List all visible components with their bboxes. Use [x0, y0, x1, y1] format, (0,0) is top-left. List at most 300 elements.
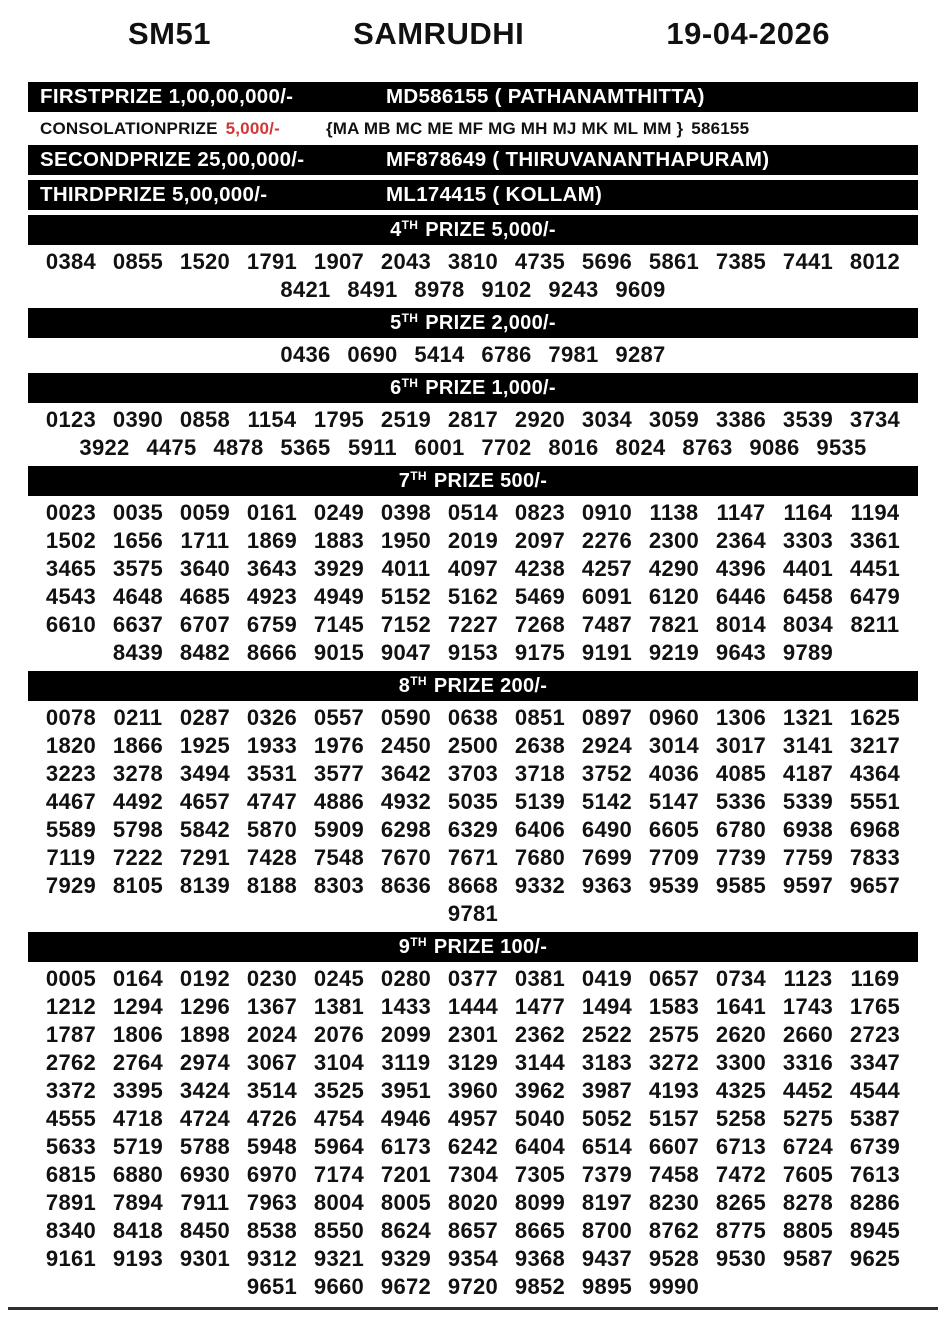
prize-section-4th [0, 215, 946, 304]
prize-number: 3129 [447, 1050, 499, 1075]
prize-number: 3929 [313, 556, 365, 581]
prize-number: 1138 [649, 500, 699, 525]
prize-number: 0419 [581, 966, 633, 991]
prize-number: 3361 [849, 528, 901, 553]
prize-number: 2450 [380, 733, 432, 758]
prize-number: 4724 [179, 1106, 231, 1131]
prize-number: 1743 [782, 994, 834, 1019]
prize-number: 7821 [648, 612, 700, 637]
prize-number: 9657 [849, 873, 901, 898]
prize-ordinal-suffix: TH [410, 935, 427, 949]
prize-number: 3014 [648, 733, 700, 758]
prize-number: 0123 [45, 407, 97, 432]
prize-number: 7911 [180, 1190, 230, 1215]
prize-number: 7222 [112, 845, 164, 870]
prize-section-5th [0, 308, 946, 369]
prize-number: 9672 [380, 1274, 432, 1299]
prize-number: 2817 [447, 407, 499, 432]
prize-number: 7680 [514, 845, 566, 870]
prize-number: 7605 [782, 1162, 834, 1187]
prize-number: 6406 [514, 817, 566, 842]
prize-number-row [0, 704, 946, 732]
prize-number: 0035 [112, 500, 164, 525]
prize-number: 0059 [179, 500, 231, 525]
prize-number: 2620 [715, 1022, 767, 1047]
prize-number: 4290 [648, 556, 700, 581]
prize-number: 1625 [849, 705, 901, 730]
prize-number: 4467 [45, 789, 97, 814]
page-header [0, 0, 946, 52]
prize-number: 3300 [715, 1050, 767, 1075]
prize-number: 5052 [581, 1106, 633, 1131]
prize-number: 6759 [246, 612, 298, 637]
prize-title-text: PRIZE 5,000/- [425, 218, 556, 241]
draw-code: SM51 [128, 16, 211, 51]
prize-number: 5948 [246, 1134, 298, 1159]
prize-number: 7428 [246, 845, 298, 870]
prize-number: 7981 [548, 342, 599, 367]
prize-number: 9587 [782, 1246, 834, 1271]
prize-number: 5696 [581, 249, 633, 274]
prize-number: 9625 [849, 1246, 901, 1271]
prize-number: 8016 [548, 435, 599, 460]
prize-number: 8278 [782, 1190, 834, 1215]
prize-ordinal-suffix: TH [401, 218, 419, 232]
first-prize-title: FIRSTPRIZE [40, 85, 163, 108]
prize-number: 3810 [447, 249, 499, 274]
prize-number: 9585 [715, 873, 767, 898]
prize-number: 8014 [715, 612, 767, 637]
prize-number: 1898 [179, 1022, 231, 1047]
prize-ordinal: 7 [398, 469, 411, 492]
prize-number: 0557 [313, 705, 365, 730]
prize-number: 4451 [849, 556, 901, 581]
prize-number-row [0, 341, 946, 369]
prize-number: 5147 [648, 789, 700, 814]
prize-number: 0384 [45, 249, 97, 274]
prize-number: 8188 [246, 873, 298, 898]
prize-number: 4735 [514, 249, 566, 274]
prize-number: 9015 [313, 640, 365, 665]
prize-ordinal-suffix: TH [401, 376, 419, 390]
prize-number: 2924 [581, 733, 633, 758]
prize-number: 3034 [581, 407, 633, 432]
second-prize-title: SECONDPRIZE [40, 148, 192, 171]
prize-number: 9363 [581, 873, 633, 898]
prize-number: 4747 [246, 789, 298, 814]
prize-number: 0381 [514, 966, 566, 991]
prize-number: 8024 [615, 435, 666, 460]
prize-number-row [0, 872, 946, 900]
second-prize-label [40, 148, 386, 172]
prize-number: 3119 [381, 1050, 431, 1075]
prize-number: 0638 [447, 705, 499, 730]
prize-number: 7891 [45, 1190, 97, 1215]
third-prize-label [40, 183, 386, 207]
prize-number: 3752 [581, 761, 633, 786]
prize-number: 6329 [447, 817, 499, 842]
prize-number: 5336 [715, 789, 767, 814]
prize-number: 0287 [179, 705, 231, 730]
prize-section-8th [0, 671, 946, 928]
prize-number: 6815 [45, 1162, 97, 1187]
prize-number: 9161 [45, 1246, 97, 1271]
prize-number: 8978 [414, 277, 465, 302]
prize-number: 4396 [715, 556, 767, 581]
prize-number: 6605 [648, 817, 700, 842]
draw-date: 19-04-2026 [666, 16, 830, 51]
prize-number: 2575 [648, 1022, 700, 1047]
prize-number: 8139 [179, 873, 231, 898]
prize-number: 8286 [849, 1190, 901, 1215]
prize-number: 0326 [246, 705, 298, 730]
prize-number: 8945 [849, 1218, 901, 1243]
prize-number: 8491 [347, 277, 398, 302]
first-prize-bar [28, 82, 918, 112]
prize-number: 0078 [45, 705, 97, 730]
prize-number: 5911 [348, 435, 397, 460]
prize-number: 0657 [648, 966, 700, 991]
prize-number: 9354 [447, 1246, 499, 1271]
prize-number: 3922 [79, 435, 130, 460]
prize-number: 5152 [380, 584, 432, 609]
prize-number: 5365 [280, 435, 331, 460]
third-prize-ticket: ML174415 ( KOLLAM) [386, 183, 603, 206]
prize-number: 4364 [849, 761, 901, 786]
prize-number: 5870 [246, 817, 298, 842]
prize-number-row [0, 1021, 946, 1049]
prize-number: 7304 [447, 1162, 499, 1187]
prize-title-text: PRIZE 500/- [433, 469, 548, 492]
prize-number-row [0, 788, 946, 816]
prize-number: 5964 [313, 1134, 365, 1159]
prize-number-row [0, 1161, 946, 1189]
prize-number: 1583 [648, 994, 700, 1019]
prize-number: 9368 [514, 1246, 566, 1271]
prize-number: 0390 [112, 407, 164, 432]
prize-number: 0851 [514, 705, 566, 730]
prize-number: 6298 [380, 817, 432, 842]
prize-sections [0, 215, 946, 1301]
prize-number: 0249 [313, 500, 365, 525]
prize-number: 9660 [313, 1274, 365, 1299]
prize-number: 0910 [581, 500, 633, 525]
prize-number: 4544 [849, 1078, 901, 1103]
prize-number: 0855 [112, 249, 164, 274]
prize-number: 5040 [514, 1106, 566, 1131]
prize-number: 1933 [246, 733, 298, 758]
prize-number: 7268 [514, 612, 566, 637]
prize-number: 1795 [313, 407, 365, 432]
prize-number: 6479 [849, 584, 901, 609]
prize-number: 7152 [380, 612, 432, 637]
prize-ordinal: 8 [398, 674, 411, 697]
prize-number: 9191 [581, 640, 633, 665]
prize-title-text: PRIZE 1,000/- [425, 376, 556, 399]
prize-number: 8450 [179, 1218, 231, 1243]
prize-title-text: PRIZE 2,000/- [425, 311, 556, 334]
prize-section-6th [0, 373, 946, 462]
prize-number: 1367 [246, 994, 298, 1019]
prize-number: 4085 [715, 761, 767, 786]
prize-number: 0960 [648, 705, 700, 730]
prize-number: 2097 [514, 528, 566, 553]
prize-section-7th [0, 466, 946, 667]
second-prize-ticket: MF878649 ( THIRUVANANTHAPURAM) [386, 148, 770, 171]
prize-number: 0734 [715, 966, 767, 991]
prize-section-title [28, 215, 918, 245]
prize-number: 7759 [782, 845, 834, 870]
prize-number: 9643 [715, 640, 767, 665]
prize-number: 4932 [380, 789, 432, 814]
prize-number: 3424 [179, 1078, 231, 1103]
prize-section-title [28, 308, 918, 338]
prize-number: 3059 [648, 407, 700, 432]
prize-number: 4946 [380, 1106, 432, 1131]
prize-number: 1154 [247, 407, 297, 432]
prize-number: 1907 [313, 249, 365, 274]
prize-number: 7613 [849, 1162, 901, 1187]
prize-number: 6091 [581, 584, 633, 609]
prize-number: 4325 [715, 1078, 767, 1103]
prize-number-row [0, 639, 946, 667]
first-prize-ticket: MD586155 ( PATHANAMTHITTA) [386, 85, 705, 108]
prize-number: 5258 [715, 1106, 767, 1131]
prize-number: 5551 [849, 789, 901, 814]
prize-number: 8099 [514, 1190, 566, 1215]
prize-number: 3183 [581, 1050, 633, 1075]
prize-number: 5387 [849, 1106, 901, 1131]
prize-number: 9720 [447, 1274, 499, 1299]
prize-number: 6404 [514, 1134, 566, 1159]
prize-number: 3278 [112, 761, 164, 786]
prize-number: 8666 [246, 640, 298, 665]
prize-number: 7145 [313, 612, 365, 637]
prize-number: 8775 [715, 1218, 767, 1243]
prize-number: 4097 [447, 556, 499, 581]
prize-number: 4886 [313, 789, 365, 814]
prize-number: 1306 [715, 705, 767, 730]
prize-number: 8340 [45, 1218, 97, 1243]
prize-number: 4492 [112, 789, 164, 814]
prize-number: 5414 [414, 342, 465, 367]
prize-number-row [0, 900, 946, 928]
prize-ordinal: 4 [390, 218, 402, 241]
prize-number: 4726 [246, 1106, 298, 1131]
prize-number: 0436 [280, 342, 331, 367]
prize-number: 3951 [380, 1078, 432, 1103]
prize-number: 6780 [715, 817, 767, 842]
prize-number: 2300 [648, 528, 700, 553]
prize-number-row [0, 555, 946, 583]
prize-number: 3640 [179, 556, 231, 581]
prize-number: 7385 [715, 249, 767, 274]
second-prize-bar [28, 145, 918, 175]
prize-number: 6637 [112, 612, 164, 637]
prize-number-row [0, 844, 946, 872]
prize-number: 4657 [179, 789, 231, 814]
prize-number: 5035 [447, 789, 499, 814]
prize-number: 9243 [548, 277, 599, 302]
prize-number: 4555 [45, 1106, 97, 1131]
prize-number: 8004 [313, 1190, 365, 1215]
prize-number: 9329 [380, 1246, 432, 1271]
prize-number: 1502 [45, 528, 97, 553]
prize-number: 9528 [648, 1246, 700, 1271]
prize-number: 1520 [179, 249, 231, 274]
prize-number: 3104 [313, 1050, 365, 1075]
prize-number: 3539 [782, 407, 834, 432]
prize-number: 1147 [716, 500, 766, 525]
prize-number: 3642 [380, 761, 432, 786]
prize-number: 9781 [447, 901, 499, 926]
prize-number: 2364 [715, 528, 767, 553]
prize-number-row [0, 406, 946, 434]
prize-number: 4193 [648, 1078, 700, 1103]
prize-number: 1883 [313, 528, 365, 553]
prize-number: 1169 [850, 966, 900, 991]
prize-number: 4543 [45, 584, 97, 609]
prize-number: 5861 [648, 249, 700, 274]
prize-number: 8762 [648, 1218, 700, 1243]
prize-number: 8636 [380, 873, 432, 898]
prize-number: 6242 [447, 1134, 499, 1159]
prize-number: 3017 [715, 733, 767, 758]
prize-number: 0230 [246, 966, 298, 991]
prize-number: 3960 [447, 1078, 499, 1103]
prize-number: 3217 [849, 733, 901, 758]
prize-number: 1869 [246, 528, 298, 553]
prize-number: 2076 [313, 1022, 365, 1047]
prize-number-row [0, 499, 946, 527]
prize-number: 9789 [782, 640, 834, 665]
prize-number: 9597 [782, 873, 834, 898]
prize-number: 3465 [45, 556, 97, 581]
prize-number: 4648 [112, 584, 164, 609]
prize-number: 1381 [313, 994, 365, 1019]
prize-number: 2974 [179, 1050, 231, 1075]
prize-number: 1194 [850, 500, 900, 525]
prize-number: 4238 [514, 556, 566, 581]
prize-number: 0245 [313, 966, 365, 991]
prize-number: 5719 [112, 1134, 164, 1159]
consolation-amount: 5,000/- [225, 118, 280, 138]
prize-section-title [28, 671, 918, 701]
prize-number: 7119 [46, 845, 96, 870]
prize-number: 8805 [782, 1218, 834, 1243]
prize-number: 2519 [380, 407, 432, 432]
prize-number: 1765 [849, 994, 901, 1019]
prize-number-row [0, 816, 946, 844]
prize-number-row [0, 434, 946, 462]
prize-number-row [0, 248, 946, 276]
prize-number: 1791 [246, 249, 298, 274]
prize-number: 5589 [45, 817, 97, 842]
prize-number: 5162 [447, 584, 499, 609]
prize-number: 8550 [313, 1218, 365, 1243]
third-prize-amount: 5,00,000/- [172, 183, 268, 206]
prize-number: 1806 [112, 1022, 164, 1047]
prize-number-row [0, 1049, 946, 1077]
prize-number: 4878 [213, 435, 264, 460]
prize-number: 1433 [380, 994, 432, 1019]
prize-number: 0514 [447, 500, 499, 525]
prize-number: 7739 [715, 845, 767, 870]
prize-number: 6786 [481, 342, 532, 367]
prize-number: 1711 [180, 528, 230, 553]
prize-number-row [0, 1273, 946, 1301]
prize-number: 0164 [112, 966, 164, 991]
prize-number: 0858 [179, 407, 231, 432]
prize-number: 7291 [179, 845, 231, 870]
prize-number: 6514 [581, 1134, 633, 1159]
prize-number: 5157 [648, 1106, 700, 1131]
first-prize-label [40, 85, 386, 109]
consolation-series: {MA MB MC ME MF MG MH MJ MK ML MM } [325, 118, 684, 138]
prize-number: 6713 [715, 1134, 767, 1159]
prize-number-row [0, 965, 946, 993]
prize-number: 7894 [112, 1190, 164, 1215]
prize-number: 2762 [45, 1050, 97, 1075]
prize-number: 2920 [514, 407, 566, 432]
prize-number: 4452 [782, 1078, 834, 1103]
prize-number-row [0, 1077, 946, 1105]
prize-number-row [0, 611, 946, 639]
prize-number: 6968 [849, 817, 901, 842]
prize-number: 8421 [280, 277, 331, 302]
prize-number: 6446 [715, 584, 767, 609]
prize-number: 2043 [380, 249, 432, 274]
prize-number: 3067 [246, 1050, 298, 1075]
prize-number: 9312 [246, 1246, 298, 1271]
prize-number: 5275 [782, 1106, 834, 1131]
prize-ordinal-suffix: TH [410, 469, 427, 483]
prize-number: 3987 [581, 1078, 633, 1103]
prize-number: 7305 [514, 1162, 566, 1187]
prize-number: 1444 [447, 994, 499, 1019]
prize-number: 0377 [447, 966, 499, 991]
prize-number: 3525 [313, 1078, 365, 1103]
prize-number-row [0, 1105, 946, 1133]
prize-number: 0023 [45, 500, 97, 525]
prize-number: 0211 [113, 705, 163, 730]
prize-number: 2301 [447, 1022, 499, 1047]
prize-number: 8230 [648, 1190, 700, 1215]
prize-number: 8538 [246, 1218, 298, 1243]
prize-number: 7702 [481, 435, 532, 460]
prize-number: 3303 [782, 528, 834, 553]
prize-number: 3718 [514, 761, 566, 786]
prize-number: 9530 [715, 1246, 767, 1271]
prize-number: 9047 [380, 640, 432, 665]
prize-number: 6001 [414, 435, 465, 460]
prize-number: 1787 [45, 1022, 97, 1047]
prize-number: 1866 [112, 733, 164, 758]
prize-number: 3734 [849, 407, 901, 432]
lottery-name: SAMRUDHI [353, 16, 525, 51]
prize-number: 7833 [849, 845, 901, 870]
prize-number: 7548 [313, 845, 365, 870]
prize-number-row [0, 1133, 946, 1161]
prize-number: 0161 [246, 500, 298, 525]
prize-number: 2019 [447, 528, 499, 553]
prize-number: 8482 [179, 640, 231, 665]
consolation-prize-row [28, 117, 918, 140]
prize-number: 0590 [380, 705, 432, 730]
prize-number: 3386 [715, 407, 767, 432]
prize-number: 6120 [648, 584, 700, 609]
prize-ordinal: 5 [390, 311, 402, 334]
